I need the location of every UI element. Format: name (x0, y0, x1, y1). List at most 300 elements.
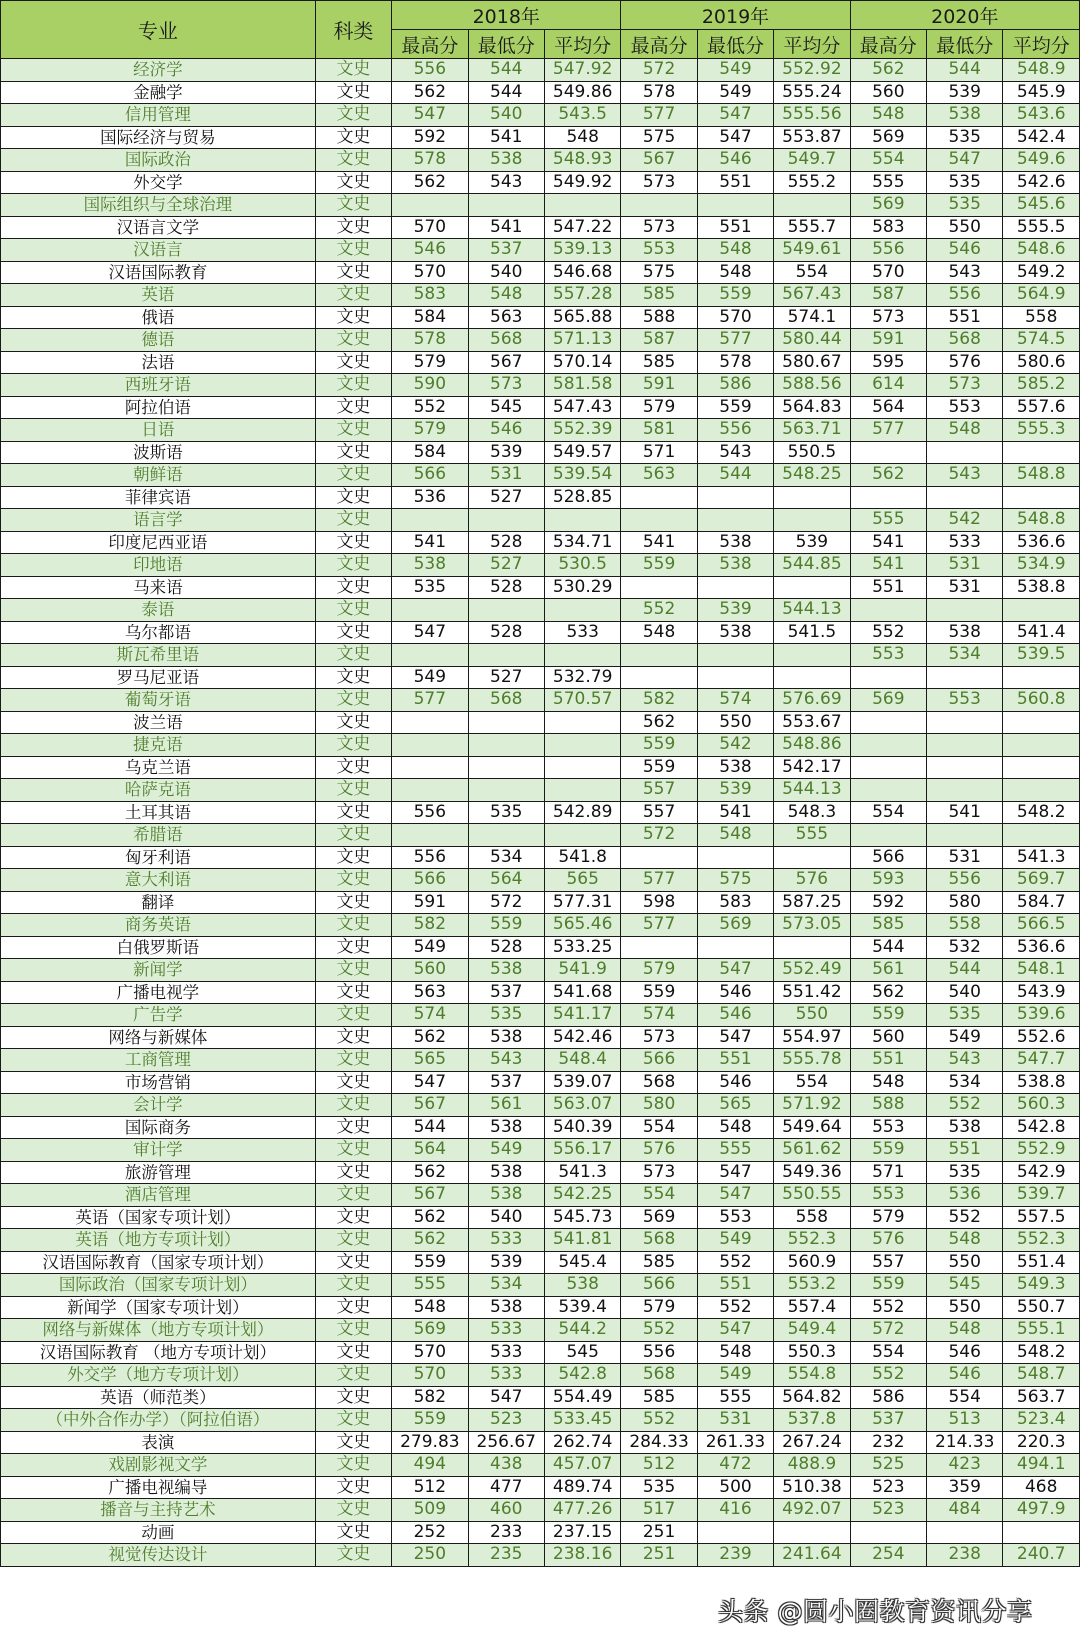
cell-category: 文史 (315, 396, 391, 419)
cell-min-2020: 546 (927, 239, 1003, 262)
cell-max-2018: 562 (392, 1206, 468, 1229)
cell-major: 阿拉伯语 (1, 396, 316, 419)
cell-min-2018: 544 (468, 81, 544, 104)
table-row (1, 734, 1080, 757)
cell-max-2019: 598 (621, 891, 697, 914)
cell-max-2019: 573 (621, 1161, 697, 1184)
cell-max-2019: 251 (621, 1521, 697, 1544)
cell-avg-2019: 587.25 (774, 891, 850, 914)
cell-avg-2018: 539.54 (544, 464, 620, 487)
cell-min-2020: 554 (927, 1386, 1003, 1409)
cell-category: 文史 (315, 891, 391, 914)
cell-max-2019: 553 (621, 239, 697, 262)
cell-avg-2020: 549.3 (1003, 1274, 1080, 1297)
cell-avg-2018: 539.07 (544, 1071, 620, 1094)
cell-major: 信用管理 (1, 104, 316, 127)
cell-avg-2018: 539.13 (544, 239, 620, 262)
cell-category: 文史 (315, 126, 391, 149)
table-body (1, 59, 1080, 1567)
cell-max-2019: 582 (621, 689, 697, 712)
cell-min-2018: 572 (468, 891, 544, 914)
cell-category: 文史 (315, 599, 391, 622)
table-row (1, 959, 1080, 982)
cell-category: 文史 (315, 284, 391, 307)
cell-avg-2019: 550.5 (774, 441, 850, 464)
cell-min-2020: 568 (927, 329, 1003, 352)
cell-max-2020: 554 (850, 1341, 926, 1364)
cell-min-2020: 551 (927, 306, 1003, 329)
cell-category: 文史 (315, 936, 391, 959)
header-max-2019: 最高分 (621, 30, 697, 59)
cell-max-2018 (392, 734, 468, 757)
cell-max-2019: 557 (621, 779, 697, 802)
cell-min-2018: 438 (468, 1454, 544, 1477)
table-row (1, 1386, 1080, 1409)
cell-category: 文史 (315, 1251, 391, 1274)
cell-max-2020: 583 (850, 216, 926, 239)
header-max-2018: 最高分 (392, 30, 468, 59)
cell-min-2020 (927, 779, 1003, 802)
cell-min-2020: 552 (927, 1094, 1003, 1117)
cell-min-2019: 556 (697, 419, 773, 442)
cell-avg-2018: 547.22 (544, 216, 620, 239)
cell-min-2020: 543 (927, 261, 1003, 284)
cell-avg-2020: 569.7 (1003, 869, 1080, 892)
cell-avg-2019 (774, 194, 850, 217)
cell-major: 外交学（地方专项计划） (1, 1364, 316, 1387)
cell-min-2018: 460 (468, 1499, 544, 1522)
cell-avg-2019: 267.24 (774, 1431, 850, 1454)
cell-min-2019: 549 (697, 1364, 773, 1387)
cell-avg-2020: 534.9 (1003, 554, 1080, 577)
cell-avg-2019: 561.62 (774, 1139, 850, 1162)
cell-min-2019 (697, 846, 773, 869)
table-row (1, 599, 1080, 622)
cell-major: 白俄罗斯语 (1, 936, 316, 959)
cell-max-2020: 576 (850, 1229, 926, 1252)
cell-max-2019: 568 (621, 1071, 697, 1094)
cell-avg-2019 (774, 666, 850, 689)
watermark: 头条 @圆小圈教育资讯分享 (718, 1597, 1033, 1626)
cell-max-2018: 567 (392, 1184, 468, 1207)
cell-avg-2020: 538.8 (1003, 1071, 1080, 1094)
table-row (1, 1049, 1080, 1072)
cell-min-2018: 546 (468, 419, 544, 442)
cell-avg-2020: 543.9 (1003, 981, 1080, 1004)
cell-category: 文史 (315, 576, 391, 599)
cell-min-2019: 555 (697, 1386, 773, 1409)
cell-major: 英语 (1, 284, 316, 307)
cell-major: 商务英语 (1, 914, 316, 937)
table-row (1, 1071, 1080, 1094)
cell-avg-2018: 530.29 (544, 576, 620, 599)
cell-avg-2020: 538.8 (1003, 576, 1080, 599)
cell-max-2018: 512 (392, 1476, 468, 1499)
cell-min-2018: 567 (468, 351, 544, 374)
cell-max-2019: 548 (621, 621, 697, 644)
table-row (1, 1319, 1080, 1342)
cell-avg-2018: 546.68 (544, 261, 620, 284)
cell-category: 文史 (315, 711, 391, 734)
cell-min-2018: 568 (468, 329, 544, 352)
cell-max-2018: 556 (392, 846, 468, 869)
cell-max-2019 (621, 846, 697, 869)
table-row (1, 1116, 1080, 1139)
cell-min-2018 (468, 711, 544, 734)
cell-major: 市场营销 (1, 1071, 316, 1094)
cell-avg-2019: 555.7 (774, 216, 850, 239)
cell-min-2019: 555 (697, 1139, 773, 1162)
cell-avg-2020 (1003, 711, 1080, 734)
cell-max-2020: 254 (850, 1544, 926, 1567)
cell-max-2020 (850, 486, 926, 509)
cell-avg-2018: 549.86 (544, 81, 620, 104)
cell-max-2018: 562 (392, 1229, 468, 1252)
cell-avg-2019: 548.3 (774, 801, 850, 824)
cell-min-2018: 477 (468, 1476, 544, 1499)
cell-max-2020: 559 (850, 1139, 926, 1162)
cell-category: 文史 (315, 1431, 391, 1454)
cell-min-2020: 538 (927, 1116, 1003, 1139)
cell-max-2019: 571 (621, 441, 697, 464)
cell-avg-2019 (774, 1521, 850, 1544)
cell-avg-2018: 549.92 (544, 171, 620, 194)
cell-category: 文史 (315, 104, 391, 127)
cell-category: 文史 (315, 959, 391, 982)
cell-max-2018: 549 (392, 936, 468, 959)
cell-max-2020: 560 (850, 81, 926, 104)
table-row (1, 531, 1080, 554)
cell-max-2018: 570 (392, 261, 468, 284)
cell-major: 新闻学 (1, 959, 316, 982)
cell-min-2020: 558 (927, 914, 1003, 937)
cell-major: 动画 (1, 1521, 316, 1544)
cell-category: 文史 (315, 1004, 391, 1027)
table-row (1, 801, 1080, 824)
cell-avg-2018: 533.45 (544, 1409, 620, 1432)
table-row (1, 441, 1080, 464)
cell-avg-2019: 549.61 (774, 239, 850, 262)
table-row (1, 824, 1080, 847)
cell-avg-2018: 262.74 (544, 1431, 620, 1454)
cell-category: 文史 (315, 1341, 391, 1364)
cell-min-2018: 527 (468, 666, 544, 689)
cell-min-2018: 538 (468, 959, 544, 982)
cell-min-2018 (468, 509, 544, 532)
cell-avg-2019: 553.87 (774, 126, 850, 149)
cell-category: 文史 (315, 351, 391, 374)
cell-min-2020: 556 (927, 284, 1003, 307)
cell-min-2018: 534 (468, 846, 544, 869)
cell-min-2018: 538 (468, 1161, 544, 1184)
cell-max-2019: 577 (621, 104, 697, 127)
cell-avg-2018: 547.43 (544, 396, 620, 419)
cell-category: 文史 (315, 1544, 391, 1567)
cell-avg-2019: 550 (774, 1004, 850, 1027)
cell-category: 文史 (315, 1476, 391, 1499)
cell-avg-2019 (774, 846, 850, 869)
cell-max-2020: 555 (850, 171, 926, 194)
table-row (1, 59, 1080, 82)
cell-max-2019: 577 (621, 914, 697, 937)
cell-avg-2019: 241.64 (774, 1544, 850, 1567)
cell-min-2018: 528 (468, 621, 544, 644)
cell-min-2020: 549 (927, 1026, 1003, 1049)
cell-min-2018: 538 (468, 149, 544, 172)
cell-max-2019: 569 (621, 1206, 697, 1229)
cell-avg-2020 (1003, 734, 1080, 757)
cell-min-2020: 539 (927, 81, 1003, 104)
cell-min-2020: 238 (927, 1544, 1003, 1567)
cell-min-2020: 550 (927, 216, 1003, 239)
cell-min-2019: 547 (697, 104, 773, 127)
cell-category: 文史 (315, 1274, 391, 1297)
cell-avg-2019: 564.83 (774, 396, 850, 419)
cell-max-2020 (850, 779, 926, 802)
cell-major: 印度尼西亚语 (1, 531, 316, 554)
cell-max-2020 (850, 711, 926, 734)
cell-min-2018: 543 (468, 1049, 544, 1072)
cell-avg-2019: 571.92 (774, 1094, 850, 1117)
cell-avg-2020: 584.7 (1003, 891, 1080, 914)
cell-avg-2018: 545 (544, 1341, 620, 1364)
cell-min-2019: 548 (697, 824, 773, 847)
cell-min-2018: 233 (468, 1521, 544, 1544)
table-row (1, 914, 1080, 937)
table-row (1, 306, 1080, 329)
cell-avg-2018: 570.57 (544, 689, 620, 712)
cell-max-2018: 494 (392, 1454, 468, 1477)
cell-major: 马来语 (1, 576, 316, 599)
cell-avg-2018: 542.89 (544, 801, 620, 824)
cell-avg-2019: 555.56 (774, 104, 850, 127)
table-row (1, 981, 1080, 1004)
cell-max-2020: 592 (850, 891, 926, 914)
cell-avg-2018: 538 (544, 1274, 620, 1297)
cell-max-2018: 562 (392, 171, 468, 194)
cell-min-2020: 552 (927, 1206, 1003, 1229)
cell-min-2018: 533 (468, 1319, 544, 1342)
table-row (1, 891, 1080, 914)
cell-category: 文史 (315, 1139, 391, 1162)
cell-min-2020: 550 (927, 1251, 1003, 1274)
table-row (1, 374, 1080, 397)
cell-min-2020: 580 (927, 891, 1003, 914)
cell-max-2019: 566 (621, 1049, 697, 1072)
cell-avg-2018: 544.2 (544, 1319, 620, 1342)
cell-min-2020: 533 (927, 531, 1003, 554)
cell-avg-2019: 573.05 (774, 914, 850, 937)
cell-max-2018: 570 (392, 1364, 468, 1387)
cell-max-2018: 562 (392, 81, 468, 104)
cell-avg-2020: 468 (1003, 1476, 1080, 1499)
cell-max-2020: 572 (850, 1319, 926, 1342)
cell-major: 土耳其语 (1, 801, 316, 824)
cell-min-2018 (468, 779, 544, 802)
cell-avg-2019: 555.24 (774, 81, 850, 104)
cell-min-2020: 548 (927, 419, 1003, 442)
cell-min-2020: 544 (927, 959, 1003, 982)
cell-max-2019: 578 (621, 81, 697, 104)
table-row (1, 126, 1080, 149)
cell-max-2018: 569 (392, 1319, 468, 1342)
cell-avg-2020: 555.1 (1003, 1319, 1080, 1342)
cell-min-2020: 484 (927, 1499, 1003, 1522)
table-row (1, 1161, 1080, 1184)
cell-max-2018: 577 (392, 689, 468, 712)
cell-category: 文史 (315, 1184, 391, 1207)
cell-min-2019: 546 (697, 981, 773, 1004)
cell-category: 文史 (315, 1319, 391, 1342)
cell-max-2020: 562 (850, 981, 926, 1004)
cell-max-2020: 556 (850, 239, 926, 262)
cell-max-2020: 232 (850, 1431, 926, 1454)
cell-avg-2018: 577.31 (544, 891, 620, 914)
cell-max-2018: 560 (392, 959, 468, 982)
cell-category: 文史 (315, 801, 391, 824)
cell-min-2018: 540 (468, 104, 544, 127)
cell-avg-2019: 552.3 (774, 1229, 850, 1252)
cell-min-2018: 535 (468, 801, 544, 824)
cell-min-2019 (697, 576, 773, 599)
cell-min-2019: 546 (697, 1004, 773, 1027)
cell-max-2018: 563 (392, 981, 468, 1004)
cell-min-2019 (697, 194, 773, 217)
cell-min-2019: 551 (697, 1274, 773, 1297)
cell-min-2018: 539 (468, 441, 544, 464)
cell-min-2019: 575 (697, 869, 773, 892)
cell-category: 文史 (315, 1364, 391, 1387)
cell-category: 文史 (315, 1296, 391, 1319)
cell-major: 工商管理 (1, 1049, 316, 1072)
cell-min-2020: 535 (927, 1004, 1003, 1027)
cell-min-2020: 540 (927, 981, 1003, 1004)
cell-avg-2018: 545.73 (544, 1206, 620, 1229)
cell-avg-2018: 237.15 (544, 1521, 620, 1544)
cell-min-2019: 546 (697, 149, 773, 172)
cell-major: 日语 (1, 419, 316, 442)
cell-category: 文史 (315, 306, 391, 329)
header-year-2018: 2018年 (392, 1, 621, 30)
cell-avg-2020: 563.7 (1003, 1386, 1080, 1409)
cell-min-2018: 256.67 (468, 1431, 544, 1454)
cell-avg-2018: 548 (544, 126, 620, 149)
cell-max-2019: 591 (621, 374, 697, 397)
cell-avg-2019: 541.5 (774, 621, 850, 644)
table-row (1, 284, 1080, 307)
cell-min-2018: 538 (468, 1184, 544, 1207)
cell-min-2020: 547 (927, 149, 1003, 172)
cell-avg-2019: 492.07 (774, 1499, 850, 1522)
cell-major: 国际组织与全球治理 (1, 194, 316, 217)
cell-min-2019: 551 (697, 216, 773, 239)
cell-avg-2019 (774, 936, 850, 959)
cell-max-2018: 570 (392, 216, 468, 239)
cell-avg-2019: 554 (774, 1071, 850, 1094)
header-year-2020: 2020年 (850, 1, 1079, 30)
cell-min-2019: 552 (697, 1296, 773, 1319)
cell-avg-2018: 554.49 (544, 1386, 620, 1409)
cell-max-2020 (850, 756, 926, 779)
cell-max-2018: 565 (392, 1049, 468, 1072)
cell-max-2019: 566 (621, 1274, 697, 1297)
table-row (1, 576, 1080, 599)
cell-major: 国际经济与贸易 (1, 126, 316, 149)
cell-min-2019: 547 (697, 1161, 773, 1184)
cell-min-2018: 528 (468, 576, 544, 599)
cell-max-2019: 573 (621, 171, 697, 194)
cell-max-2018: 552 (392, 396, 468, 419)
cell-max-2020: 569 (850, 126, 926, 149)
cell-avg-2018: 238.16 (544, 1544, 620, 1567)
cell-avg-2020: 548.9 (1003, 59, 1080, 82)
cell-max-2019: 568 (621, 1229, 697, 1252)
cell-major: 外交学 (1, 171, 316, 194)
cell-major: 酒店管理 (1, 1184, 316, 1207)
cell-category: 文史 (315, 1026, 391, 1049)
cell-major: 翻译 (1, 891, 316, 914)
cell-min-2020: 423 (927, 1454, 1003, 1477)
cell-avg-2020: 548.2 (1003, 1341, 1080, 1364)
cell-max-2019: 552 (621, 599, 697, 622)
cell-min-2018 (468, 194, 544, 217)
table-row (1, 1184, 1080, 1207)
cell-avg-2018: 542.46 (544, 1026, 620, 1049)
cell-avg-2018: 528.85 (544, 486, 620, 509)
cell-max-2018: 562 (392, 1026, 468, 1049)
cell-avg-2018: 541.68 (544, 981, 620, 1004)
cell-max-2018 (392, 194, 468, 217)
cell-max-2019: 585 (621, 351, 697, 374)
cell-min-2020: 556 (927, 869, 1003, 892)
cell-min-2019: 577 (697, 329, 773, 352)
cell-avg-2019: 544.85 (774, 554, 850, 577)
table-row (1, 351, 1080, 374)
cell-max-2019 (621, 576, 697, 599)
cell-category: 文史 (315, 81, 391, 104)
cell-avg-2018 (544, 194, 620, 217)
cell-max-2020: 552 (850, 1296, 926, 1319)
cell-max-2018: 582 (392, 1386, 468, 1409)
cell-avg-2020: 545.9 (1003, 81, 1080, 104)
cell-avg-2019: 580.44 (774, 329, 850, 352)
cell-max-2019: 575 (621, 126, 697, 149)
cell-max-2020: 553 (850, 1184, 926, 1207)
cell-min-2020: 531 (927, 846, 1003, 869)
cell-avg-2020: 549.6 (1003, 149, 1080, 172)
cell-max-2020: 571 (850, 1161, 926, 1184)
cell-max-2018: 555 (392, 1274, 468, 1297)
table-row (1, 1206, 1080, 1229)
cell-avg-2020: 545.6 (1003, 194, 1080, 217)
cell-avg-2018: 533 (544, 621, 620, 644)
cell-min-2018: 537 (468, 981, 544, 1004)
cell-min-2018 (468, 734, 544, 757)
cell-max-2019: 573 (621, 216, 697, 239)
cell-max-2018: 566 (392, 869, 468, 892)
cell-max-2020: 554 (850, 149, 926, 172)
cell-min-2018: 537 (468, 1071, 544, 1094)
cell-max-2019: 552 (621, 1319, 697, 1342)
cell-major: 意大利语 (1, 869, 316, 892)
cell-min-2019: 543 (697, 441, 773, 464)
cell-min-2020: 550 (927, 1296, 1003, 1319)
cell-avg-2018: 565 (544, 869, 620, 892)
cell-max-2018: 592 (392, 126, 468, 149)
cell-major: 广播电视学 (1, 981, 316, 1004)
cell-avg-2018: 557.28 (544, 284, 620, 307)
cell-max-2019 (621, 509, 697, 532)
